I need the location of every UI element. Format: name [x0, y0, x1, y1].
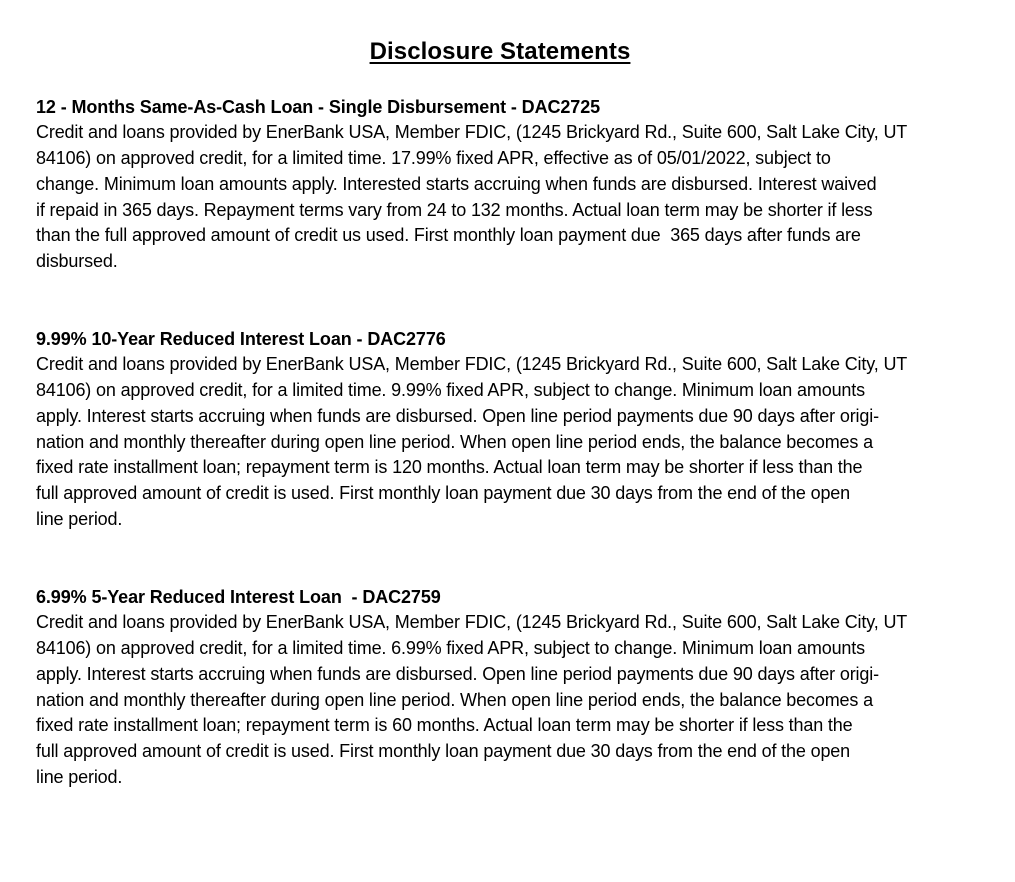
body-line: Credit and loans provided by EnerBank USA, Member FDIC, (1245 Brickyard Rd., Suite 600, Salt Lake City, UT: [36, 354, 908, 374]
body-line: fixed rate installment loan; repayment term is 60 months. Actual loan term may be shorter if less than the: [36, 715, 853, 736]
section-heading: 9.99% 10-Year Reduced Interest Loan - DAC2776: [36, 329, 446, 349]
body-line: line period.: [36, 767, 123, 788]
body-line: than the full approved amount of credit us used. First monthly loan payment due 365 days after funds are: [36, 225, 861, 246]
section-heading: 6.99% 5-Year Reduced Interest Loan - DAC2759: [36, 587, 441, 607]
body-line: full approved amount of credit is used. First monthly loan payment due 30 days from the end of the open: [36, 741, 851, 762]
body-line: if repaid in 365 days. Repayment terms vary from 24 to 132 months. Actual loan term may be shorter if less: [36, 199, 873, 220]
body-line: 84106) on approved credit, for a limited time. 6.99% fixed APR, subject to change. Minimum loan amounts: [36, 637, 865, 658]
body-line: change. Minimum loan amounts apply. Interested starts accruing when funds are disbursed. Interest waived: [36, 173, 877, 194]
body-line: disbursed.: [36, 251, 118, 272]
body-line: fixed rate installment loan; repayment term is 120 months. Actual loan term may be shorter if less than the: [36, 457, 863, 478]
disclosure-section-dac2776: [36, 326, 976, 533]
disclosure-section-dac2725: [36, 94, 976, 275]
page-title: Disclosure Statements: [369, 38, 631, 65]
body-line: Credit and loans provided by EnerBank USA, Member FDIC, (1245 Brickyard Rd., Suite 600, Salt Lake City, UT: [36, 122, 908, 142]
body-line: Credit and loans provided by EnerBank USA, Member FDIC, (1245 Brickyard Rd., Suite 600, Salt Lake City, UT: [36, 612, 908, 632]
section-body: [36, 352, 976, 533]
body-line: apply. Interest starts accruing when funds are disbursed. Open line period payments due 90 days after origi-: [36, 405, 879, 426]
body-line: 84106) on approved credit, for a limited time. 9.99% fixed APR, subject to change. Minimum loan amounts: [36, 379, 865, 400]
disclosure-section-dac2759: [36, 584, 976, 791]
section-heading: 12 - Months Same-As-Cash Loan - Single Disbursement - DAC2725: [36, 97, 601, 117]
body-line: apply. Interest starts accruing when funds are disbursed. Open line period payments due 90 days after origi-: [36, 663, 879, 684]
body-line: 84106) on approved credit, for a limited time. 17.99% fixed APR, effective as of 05/01/2022, subject to: [36, 147, 831, 168]
section-body: [36, 120, 976, 275]
body-line: line period.: [36, 509, 123, 530]
body-line: nation and monthly thereafter during open line period. When open line period ends, the balance becomes a: [36, 689, 873, 710]
body-line: nation and monthly thereafter during open line period. When open line period ends, the balance becomes a: [36, 431, 873, 452]
body-line: full approved amount of credit is used. First monthly loan payment due 30 days from the end of the open: [36, 483, 851, 504]
section-body: [36, 610, 976, 791]
